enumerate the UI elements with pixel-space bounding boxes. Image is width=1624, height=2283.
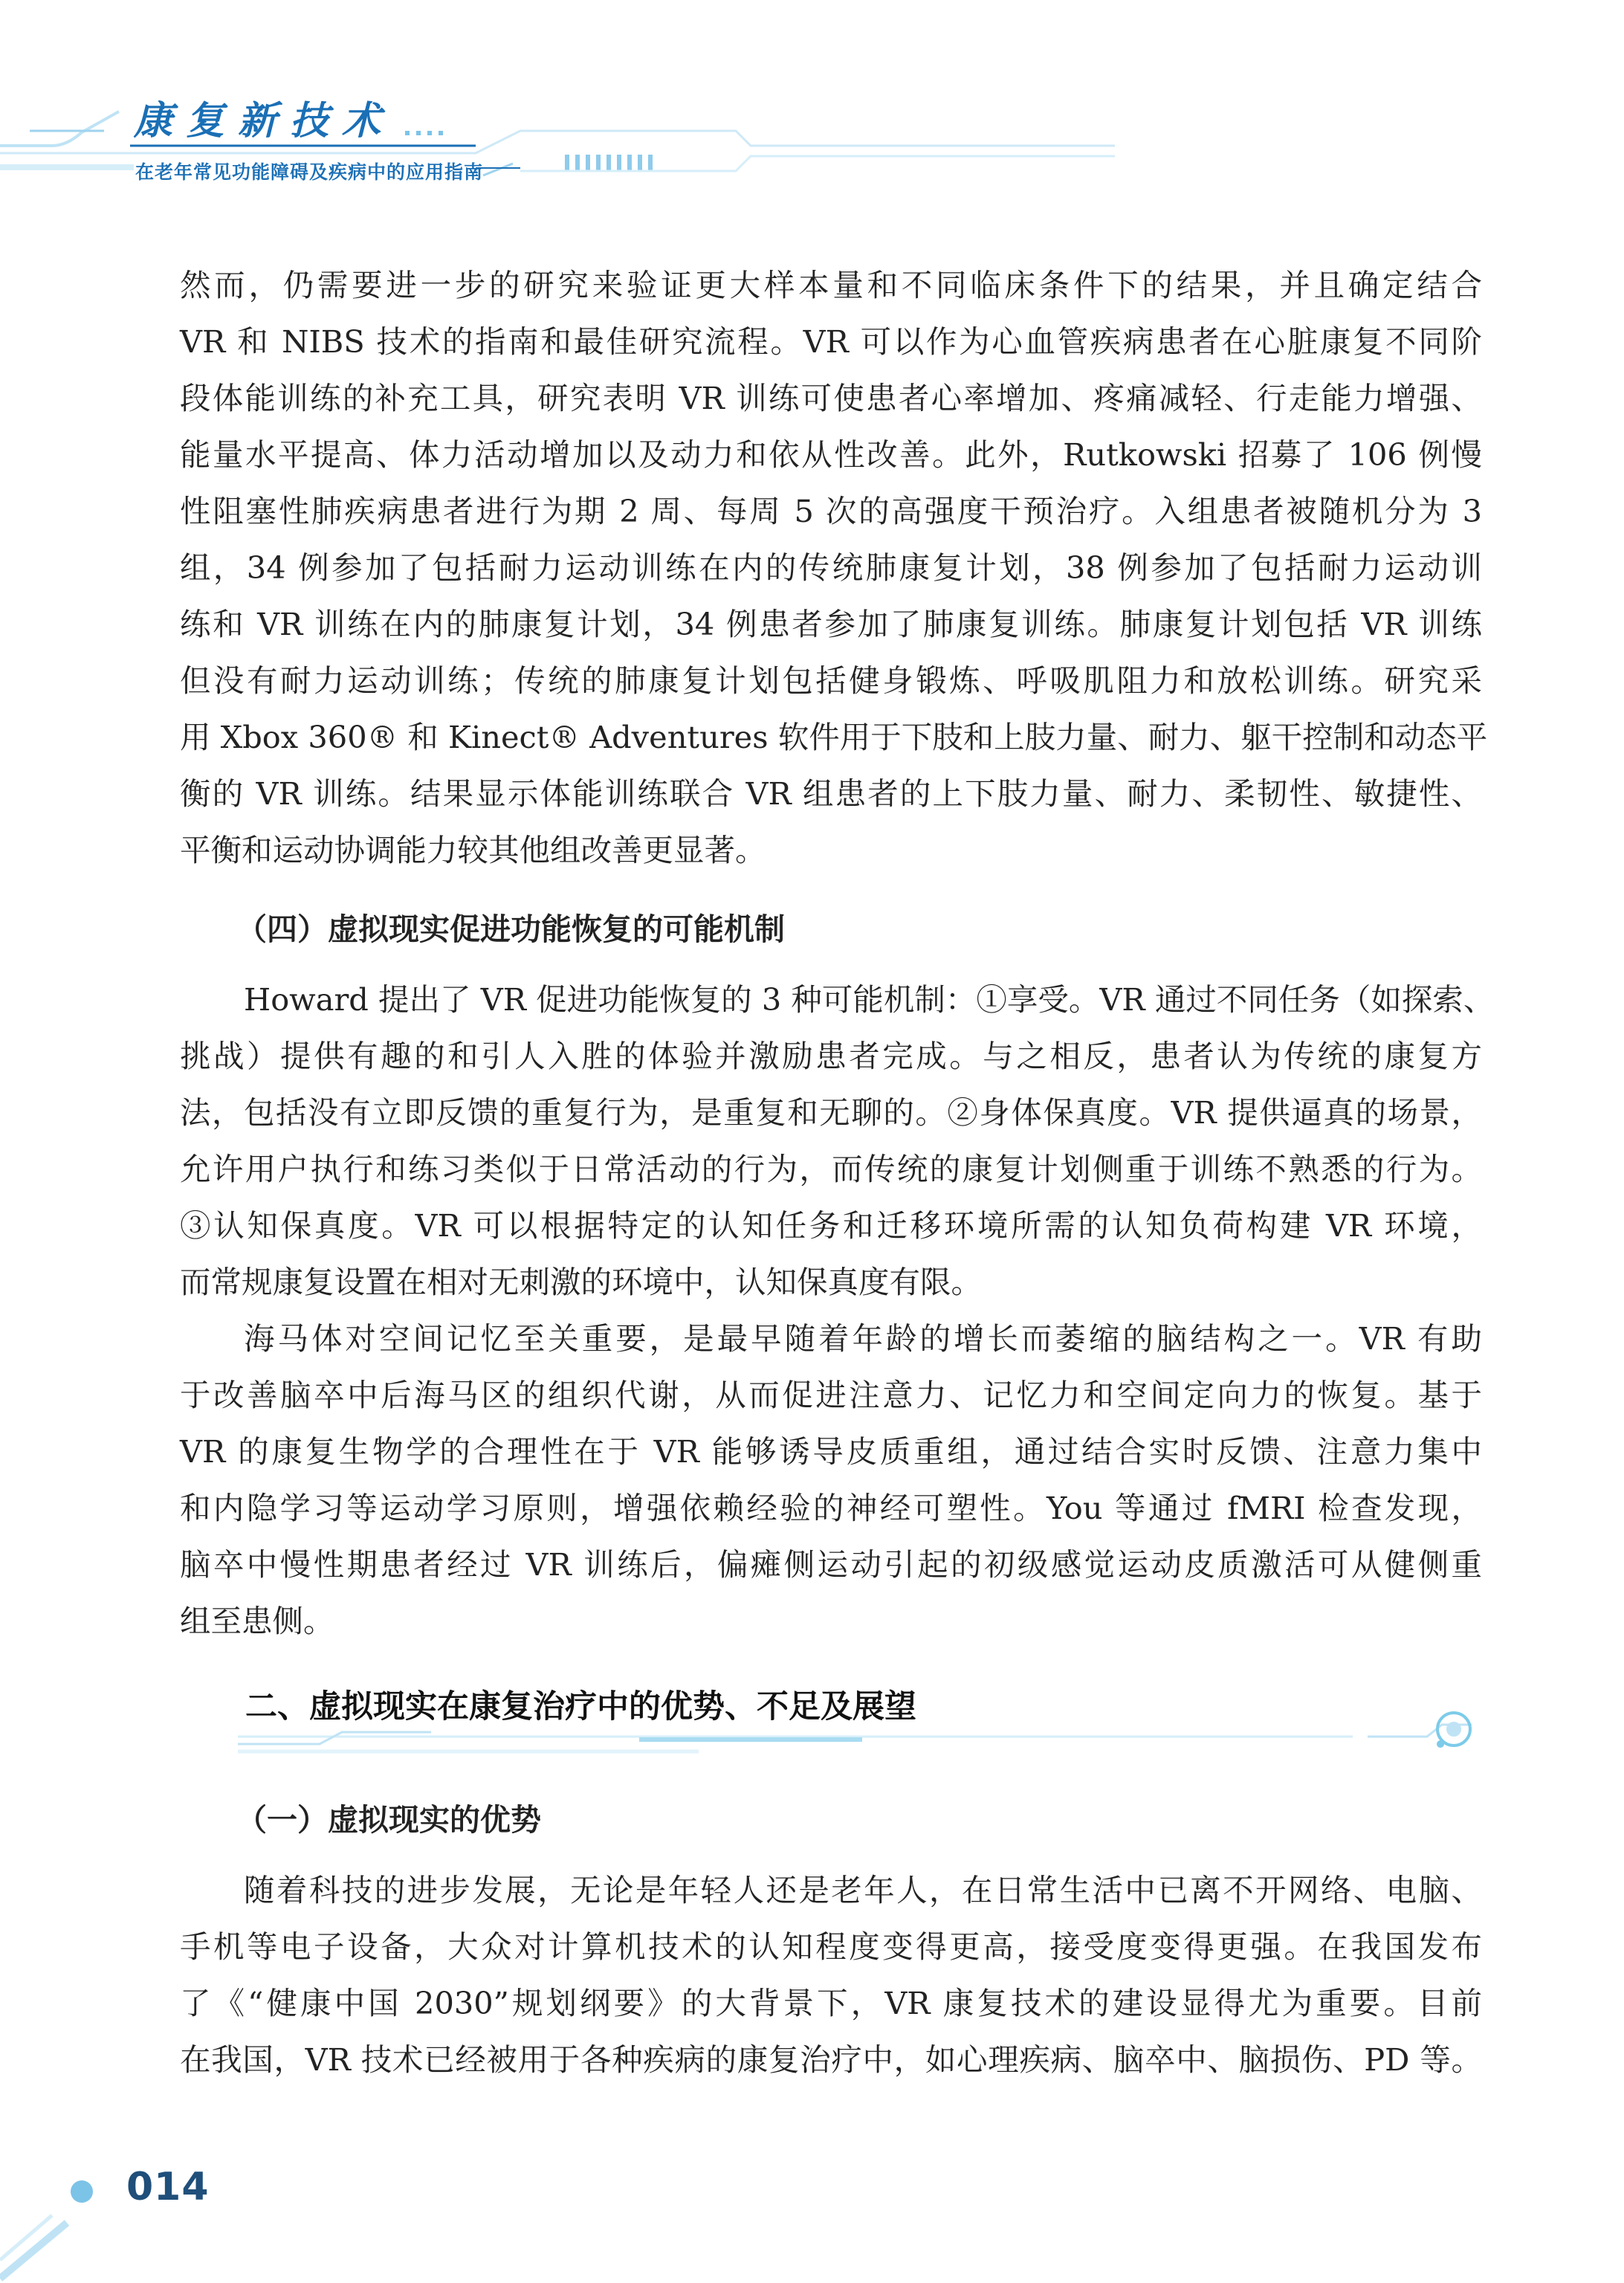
body-paragraph-3 (180, 1311, 1482, 1650)
text-line: 用 Xbox 360® 和 Kinect® Adventures 软件用于下肢和上肢力量、耐力、躯干控制和动态平 (180, 719, 1488, 755)
text-line: ③认知保真度。VR 可以根据特定的认知任务和迁移环境所需的认知负荷构建 VR 环境， (180, 1207, 1482, 1244)
text-line: 允许用户执行和练习类似于日常活动的行为，而传统的康复计划侧重于训练不熟悉的行为。 (180, 1151, 1482, 1187)
subsection-heading-1: （一）虚拟现实的优势 (236, 1802, 541, 1838)
text-line: 性阻塞性肺疾病患者进行为期 2 周、每周 5 次的高强度干预治疗。入组患者被随机分为 3 (180, 493, 1482, 529)
text-line: 脑卒中慢性期患者经过 VR 训练后，偏瘫侧运动引起的初级感觉运动皮质激活可从健侧重 (180, 1546, 1482, 1583)
text-line: 挑战）提供有趣的和引人入胜的体验并激励患者完成。与之相反，患者认为传统的康复方 (180, 1038, 1482, 1074)
text-line: 和内隐学习等运动学习原则，增强依赖经验的神经可塑性。You 等通过 fMRI 检查发现， (180, 1490, 1482, 1526)
text-line: 组，34 例参加了包括耐力运动训练在内的传统肺康复计划，38 例参加了包括耐力运动训 (180, 549, 1482, 586)
text-line: 于改善脑卒中后海马区的组织代谢，从而促进注意力、记忆力和空间定向力的恢复。基于 (180, 1377, 1482, 1413)
text-line: 了《“健康中国 2030”规划纲要》的大背景下，VR 康复技术的建设显得尤为重要。目前 (180, 1985, 1482, 2021)
body-paragraph-2 (180, 972, 1495, 1311)
book-subtitle: 在老年常见功能障碍及疾病中的应用指南 (135, 161, 484, 183)
text-line: Howard 提出了 VR 促进功能恢复的 3 种可能机制：①享受。VR 通过不同任务（如探索、 (244, 981, 1495, 1018)
text-line: 组至患侧。 (180, 1603, 334, 1639)
text-line: VR 和 NIBS 技术的指南和最佳研究流程。VR 可以作为心血管疾病患者在心脏康复不同阶 (180, 323, 1482, 360)
body-paragraph-1 (180, 257, 1488, 879)
section-heading-2: 二、虚拟现实在康复治疗中的优势、不足及展望 (245, 1688, 916, 1725)
text-line: 但没有耐力运动训练；传统的肺康复计划包括健身锻炼、呼吸肌阻力和放松训练。研究采 (180, 662, 1482, 699)
text-line: 能量水平提高、体力活动增加以及动力和依从性改善。此外，Rutkowski 招募了 106 例慢 (180, 436, 1482, 473)
text-line: VR 的康复生物学的合理性在于 VR 能够诱导皮质重组，通过结合实时反馈、注意力集中 (180, 1433, 1482, 1470)
body-paragraph-4 (180, 1862, 1482, 2088)
book-title: 康复新技术 (134, 98, 395, 143)
text-line: 随着科技的进步发展，无论是年轻人还是老年人，在日常生活中已离不开网络、电脑、 (244, 1872, 1482, 1908)
section-heading-decoration (238, 1710, 1494, 1769)
page-number-decoration (0, 2141, 223, 2283)
text-line: 手机等电子设备，大众对计算机技术的认知程度变得更高，接受度变得更强。在我国发布 (180, 1928, 1482, 1965)
subsection-heading-4: （四）虚拟现实促进功能恢复的可能机制 (236, 911, 785, 947)
text-line: 然而，仍需要进一步的研究来验证更大样本量和不同临床条件下的结果，并且确定结合 (180, 267, 1482, 303)
text-line: 段体能训练的补充工具，研究表明 VR 训练可使患者心率增加、疼痛减轻、行走能力增强、 (180, 380, 1482, 416)
text-line: 在我国，VR 技术已经被用于各种疾病的康复治疗中，如心理疾病、脑卒中、脑损伤、PD 等。 (180, 2041, 1482, 2078)
text-line: 衡的 VR 训练。结果显示体能训练联合 VR 组患者的上下肢力量、耐力、柔韧性、敏捷性、 (180, 775, 1482, 812)
text-line: 法，包括没有立即反馈的重复行为，是重复和无聊的。②身体保真度。VR 提供逼真的场景， (180, 1094, 1482, 1131)
page-number: 014 (126, 2165, 210, 2209)
text-line: 海马体对空间记忆至关重要，是最早随着年龄的增长而萎缩的脑结构之一。VR 有助 (244, 1320, 1482, 1357)
text-line: 练和 VR 训练在内的肺康复计划，34 例患者参加了肺康复训练。肺康复计划包括 VR 训练 (180, 606, 1482, 642)
text-line: 平衡和运动协调能力较其他组改善更显著。 (180, 832, 766, 868)
text-line: 而常规康复设置在相对无刺激的环境中，认知保真度有限。 (180, 1264, 983, 1300)
